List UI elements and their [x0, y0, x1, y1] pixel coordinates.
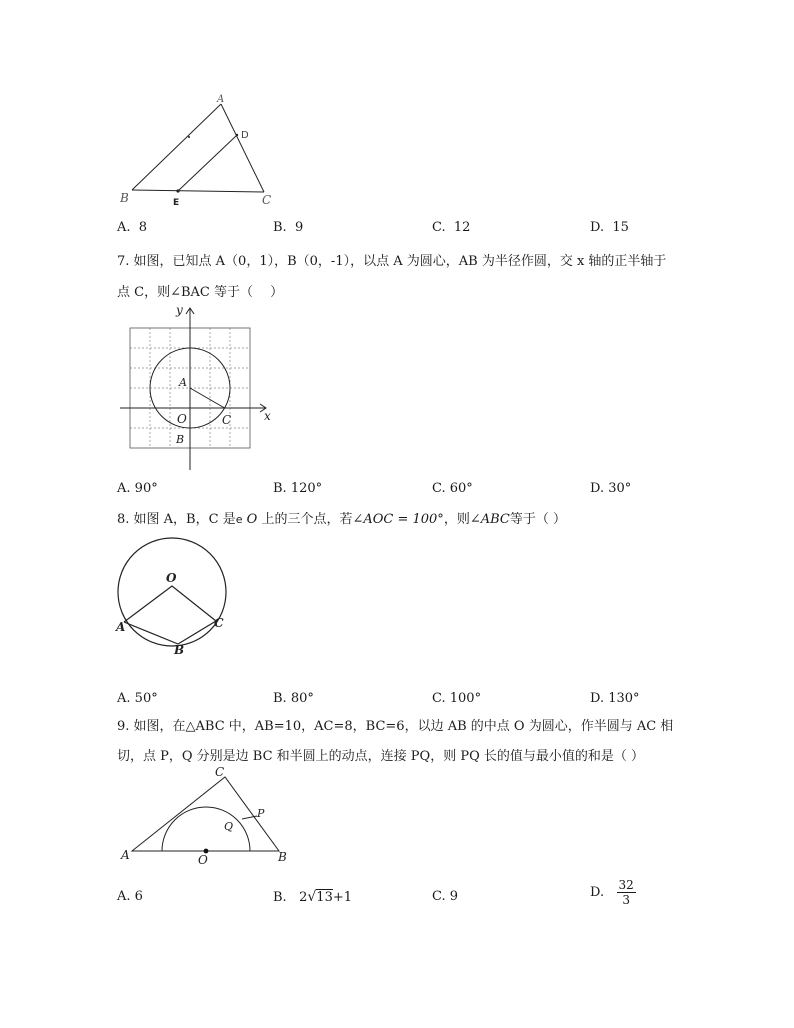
label-x: x [264, 409, 271, 423]
q8-stem-part-d: 等于（ ） [509, 512, 566, 527]
label-c: C [215, 765, 225, 779]
side-ac [221, 104, 264, 192]
point-on-ab [188, 136, 190, 138]
label-p: P [257, 807, 265, 820]
q6-figure [110, 90, 290, 210]
q9-option-a[interactable]: A. 6 [117, 889, 143, 904]
semicircle-o [162, 807, 250, 851]
q6-option-d[interactable]: D. 15 [590, 220, 629, 235]
q8-stem-part-a: 8. 如图 A，B，C 是 [117, 512, 236, 527]
segment-ac [190, 388, 225, 408]
q7-figure [112, 300, 282, 478]
q8-figure [110, 528, 240, 658]
sqrt-sign: √ [307, 889, 317, 905]
q9-option-d[interactable]: D. $\frac{32}{3}$ [590, 878, 634, 907]
circle-symbol: e [235, 513, 243, 526]
side-ab [132, 104, 221, 190]
label-a: A [217, 94, 225, 105]
segments-a-b-c [124, 621, 216, 644]
label-a: A [179, 376, 187, 389]
label-c: C [222, 413, 232, 427]
q9-option-c[interactable]: C. 9 [432, 889, 459, 904]
q6-option-a[interactable]: A. 8 [117, 220, 148, 235]
label-a: A [116, 620, 126, 634]
segment-de [178, 135, 237, 191]
side-bc [132, 190, 264, 192]
label-c: C [214, 616, 224, 630]
label-o: O [166, 571, 177, 585]
label-b: B [176, 433, 185, 446]
q7-option-a[interactable]: A. 90° [117, 481, 158, 496]
q8-stem-part-b: 上的三个点，若 [261, 512, 353, 527]
label-o: O [198, 853, 208, 867]
point-d [236, 134, 238, 136]
q8-option-a[interactable]: A. 50° [117, 691, 158, 706]
circle-name: O [246, 512, 258, 527]
q7-option-d[interactable]: D. 30° [590, 481, 632, 496]
radical-tail: +1 [332, 890, 353, 905]
q8-target: ∠ABC [469, 512, 510, 527]
q9-stem-line1: 9. 如图，在△ABC 中，AB=10，AC=8，BC=6，以边 AB 的中点 O 为圆心，作半圆与 AC 相 [117, 719, 674, 734]
q8-stem [117, 508, 566, 527]
radicand: 13 [316, 890, 333, 905]
radical-coef: 2 [299, 890, 308, 905]
label-o: O [177, 412, 187, 426]
label-a: A [121, 848, 130, 862]
fraction-denominator: 3 [622, 893, 630, 907]
label-c: C [262, 193, 272, 207]
fraction-numerator: 32 [618, 878, 634, 892]
label-b: B [120, 191, 129, 205]
segments-a-o-c [124, 586, 216, 622]
q8-condition: ∠AOC = 100° [352, 512, 444, 527]
label-d: D [241, 130, 249, 141]
q7-option-c[interactable]: C. 60° [432, 481, 473, 496]
q8-option-b[interactable]: B. 80° [273, 691, 314, 706]
q9-stem-line2: 切，点 P，Q 分别是边 BC 和半圆上的动点，连接 PQ，则 PQ 长的值与最小值的和是（ ） [117, 749, 645, 764]
label-q: Q [224, 820, 234, 833]
q7-stem-line1: 7. 如图，已知点 A（0，1），B（0，-1），以点 A 为圆心，AB 为半径作圆，交 x 轴的正半轴于 [117, 254, 667, 269]
label-y: y [176, 303, 183, 317]
q7-stem-line2: 点 C，则∠BAC 等于（ ） [117, 285, 284, 300]
label-b: B [278, 850, 287, 864]
point-e [176, 189, 179, 192]
q9-figure [112, 762, 297, 870]
label-e: E [173, 198, 180, 208]
q8-option-d[interactable]: D. 130° [590, 691, 640, 706]
circle-o [118, 538, 226, 646]
q9-option-b[interactable]: B. 2√13+1 [273, 889, 353, 905]
label-b: B [174, 643, 185, 657]
q8-option-c[interactable]: C. 100° [432, 691, 482, 706]
q6-option-b[interactable]: B. 9 [273, 220, 304, 235]
q8-stem-part-c: ，则 [443, 512, 470, 527]
q6-option-c[interactable]: C. 12 [432, 220, 471, 235]
fraction [617, 878, 636, 907]
q7-option-b[interactable]: B. 120° [273, 481, 323, 496]
